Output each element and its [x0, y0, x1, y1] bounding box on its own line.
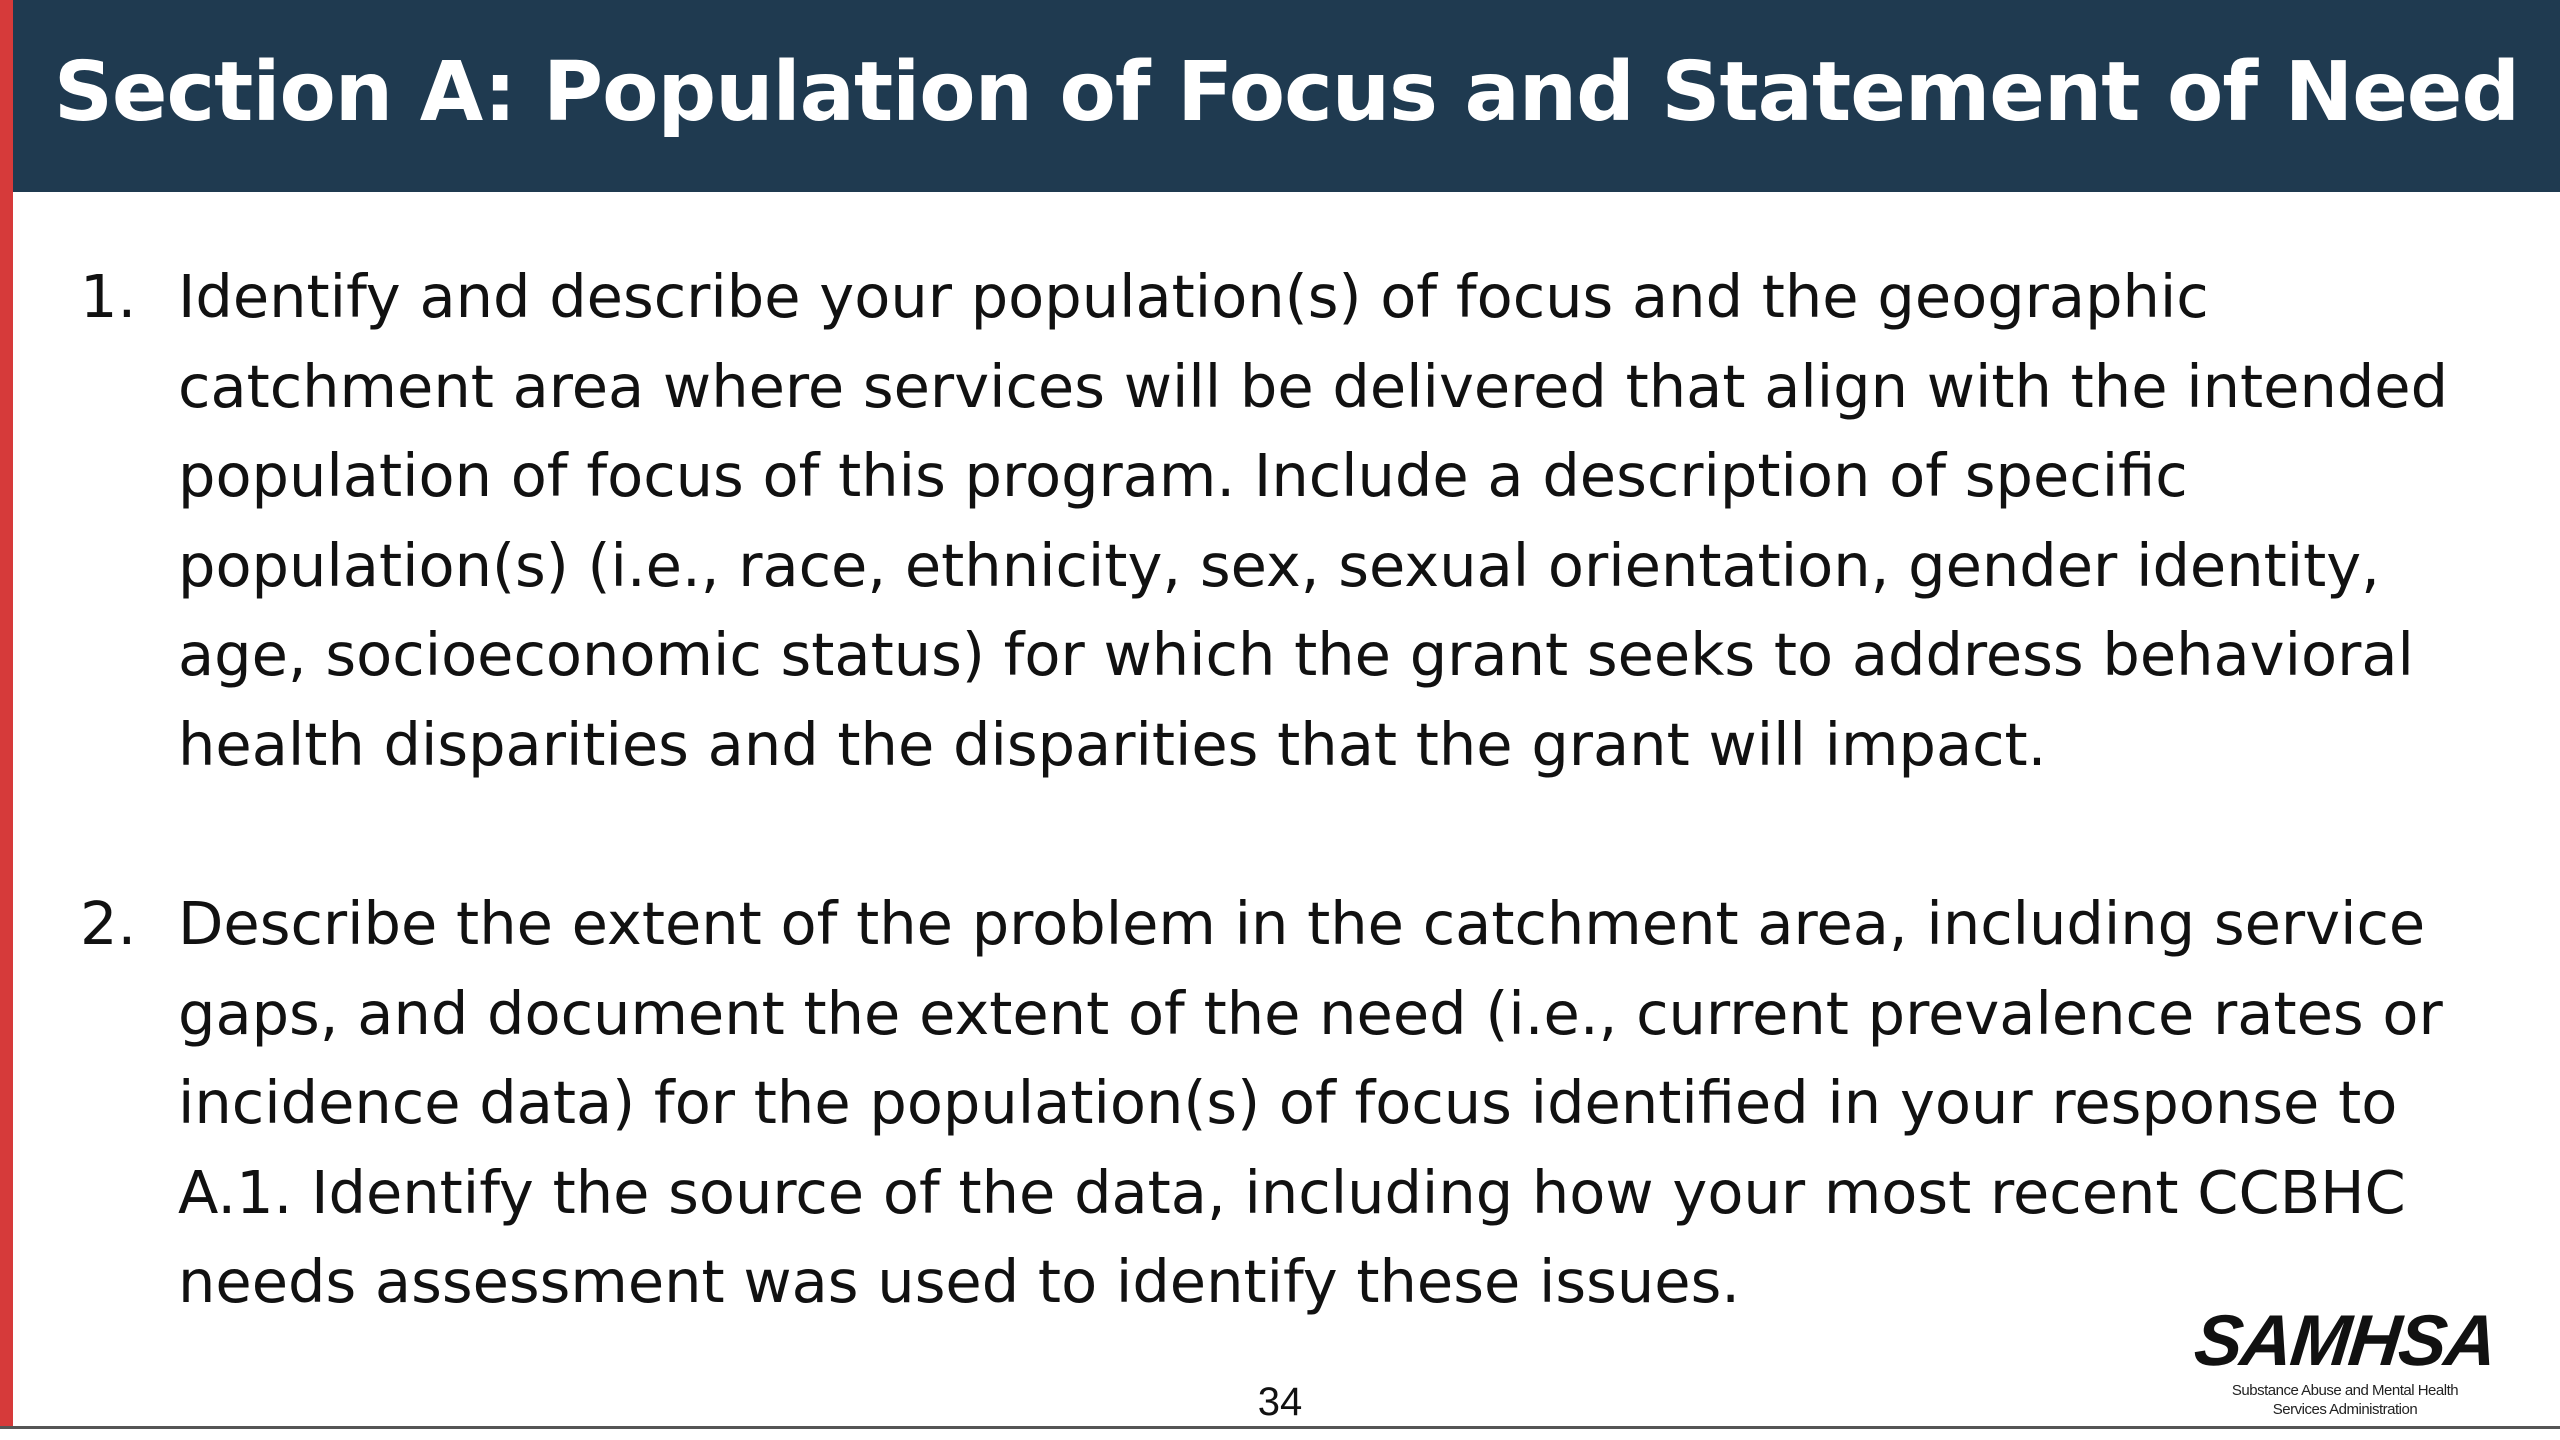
list-item-text: Identify and describe your population(s) of focus and the geographic catchment area where services will be delivered that align with the intended population of focus of this program. Include a description of specific population(s) (i.e., race, ethnicity, sex, sexual orientation, gender identity, age, socioeconomic status) for which the grant seeks to address behavioral health disparities and the disparities that the grant will impact.	[178, 262, 2449, 779]
page-number: 34	[1257, 1380, 1303, 1424]
logo-tagline-line1: Substance Abuse and Mental Health	[2231, 1382, 2459, 1399]
header-banner	[13, 0, 2560, 192]
left-accent-bar	[0, 0, 13, 1428]
logo-tagline-line2: Services Administration	[2272, 1401, 2418, 1418]
list-item	[80, 879, 2520, 1327]
slide-title: Section A: Population of Focus and Statement of Need	[53, 45, 2520, 140]
samhsa-logo	[2190, 1301, 2500, 1419]
list-item-text: Describe the extent of the problem in the catchment area, including service gaps, and document the extent of the need (i.e., current prevalence rates or incidence data) for the population(s) of focus identified in your response to A.1. Identify the source of the data, including how your most recent CCBHC needs assessment was used to identify these issues.	[178, 889, 2443, 1316]
list-item-number: 2.	[80, 889, 137, 958]
bottom-divider	[0, 1426, 2560, 1429]
logo-wordmark: SAMHSA	[2190, 1301, 2500, 1381]
list-item	[80, 252, 2520, 789]
list-item-number: 1.	[80, 262, 137, 331]
logo-tagline	[2190, 1381, 2500, 1419]
content-list	[80, 252, 2520, 1327]
